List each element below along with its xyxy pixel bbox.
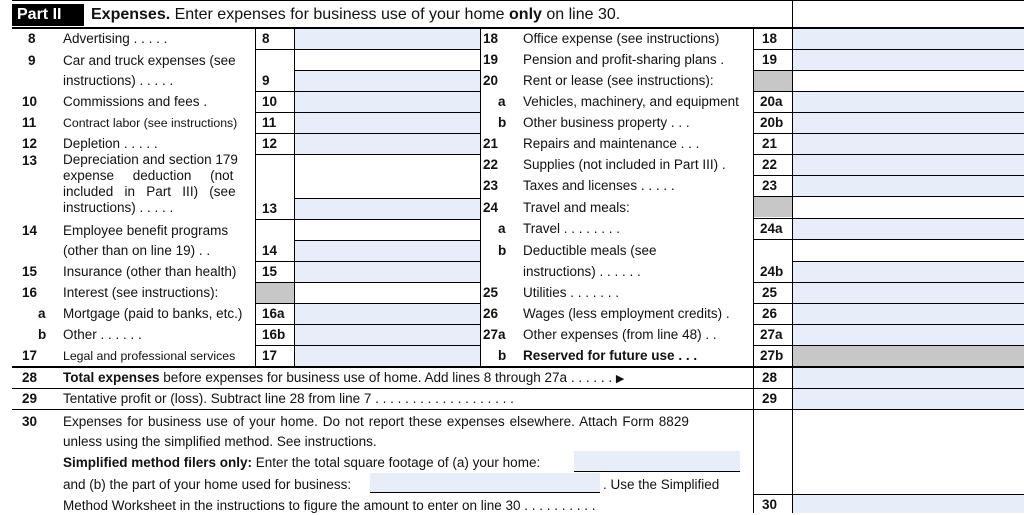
rule-l11 [256, 133, 480, 134]
rule-r20a [754, 112, 1024, 113]
field-16b[interactable] [295, 325, 480, 345]
box-8: 8 [262, 31, 270, 46]
line-label-21 [523, 135, 699, 153]
line-num-29: 29 [22, 391, 38, 406]
dots-13: . . . . . [139, 200, 174, 215]
line-label-19 [523, 51, 724, 69]
line-num-11: 11 [22, 115, 37, 130]
box-26: 26 [762, 306, 778, 321]
field-24b[interactable] [793, 262, 1024, 282]
label-13-2: expense deduction (not [63, 168, 234, 183]
line-num-26: 26 [483, 306, 499, 321]
label-12: Depletion [63, 136, 121, 151]
label-24: Travel and meals: [523, 200, 630, 215]
line-label-26 [523, 305, 730, 323]
label-30-line5: Method Worksheet in the instructions to figure the amount to enter on line 30 [63, 498, 521, 513]
rule-l14 [256, 261, 480, 262]
label-30-line1: Expenses for business use of your home. Do not report these expenses elsewhere. Attach Form 8829 [63, 414, 689, 429]
part-title-post: on line 30. [541, 6, 621, 23]
rule-r24a [754, 239, 1024, 240]
underline-business-sqft [370, 492, 600, 493]
box-23: 23 [762, 178, 778, 193]
box-27b: 27b [760, 348, 784, 363]
field-8[interactable] [295, 29, 480, 49]
label-15: Insurance (other than health) [63, 264, 237, 279]
label-28: before expenses for business use of home. Add lines 8 through 27a [159, 370, 568, 385]
label-9-1: Car and truck expenses (see [63, 53, 236, 68]
dots-8: . . . . . [133, 31, 168, 46]
rule-r24 [754, 218, 1024, 219]
label-20b: Other business property [523, 115, 668, 130]
label-14-2: (other than on line 19) [63, 243, 196, 258]
rule-r20b [754, 133, 1024, 134]
line-num-30: 30 [22, 414, 38, 429]
field-22[interactable] [793, 155, 1024, 175]
label-20a: Vehicles, machinery, and equipment [523, 94, 739, 109]
shaded-16 [256, 283, 294, 303]
rule-r24b [754, 282, 1024, 283]
label-8: Advertising [63, 31, 130, 46]
box-30: 30 [762, 497, 778, 512]
field-23[interactable] [793, 176, 1024, 196]
box-28: 28 [762, 370, 778, 385]
rule-r24b-a [793, 261, 1024, 262]
field-17[interactable] [295, 346, 480, 366]
line-num-16: 16 [22, 285, 38, 300]
box-11: 11 [262, 115, 277, 130]
box-16b: 16b [262, 327, 286, 342]
line-num-27b: b [498, 348, 507, 363]
line-label-30-3 [63, 454, 540, 472]
label-28-bold: Total expenses [63, 370, 160, 385]
label-29: Tentative profit or (loss). Subtract line 28 from line 7 [63, 391, 372, 406]
label-25: Utilities [523, 285, 567, 300]
part-title-pre: Enter expenses for business use of your home [170, 6, 510, 23]
box-15: 15 [262, 264, 278, 279]
field-16a[interactable] [295, 304, 480, 324]
rule-l12 [256, 154, 480, 155]
field-28[interactable] [793, 368, 1024, 388]
part-title [91, 4, 620, 26]
line-label-9-2 [63, 72, 173, 90]
label-26: Wages (less employment credits) [523, 306, 723, 321]
rule-l14a [295, 240, 480, 241]
field-19[interactable] [793, 50, 1024, 70]
part-badge: Part II [12, 4, 84, 26]
line-num-23: 23 [483, 178, 499, 193]
label-14-1: Employee benefit programs [63, 223, 229, 238]
rule-r20 [754, 91, 1024, 92]
box-12: 12 [262, 136, 278, 151]
line-num-15: 15 [22, 264, 38, 279]
line-num-18: 18 [483, 31, 499, 46]
label-13-1: Depreciation and section 179 [63, 152, 238, 167]
label-30-line4a: and (b) the part of your home used for business: [63, 477, 352, 492]
center-divider [480, 29, 481, 367]
dots-24b: . . . . . . [599, 264, 641, 279]
dots-21: . . . [680, 136, 700, 151]
line-num-8: 8 [28, 31, 36, 46]
dots-24a: . . . . . . . . [563, 221, 621, 236]
line-label-22 [523, 156, 726, 174]
dots-9: . . . . . [139, 73, 174, 88]
field-10[interactable] [295, 92, 480, 112]
label-10: Commissions and fees [63, 94, 200, 109]
label-22: Supplies (not included in Part III) [523, 157, 719, 172]
box-18: 18 [762, 31, 778, 46]
dots-19: . [720, 52, 725, 67]
box-10: 10 [262, 94, 278, 109]
label-30-line2: unless using the simplified method. See instructions. [63, 434, 377, 449]
box-21: 21 [762, 136, 778, 151]
line-num-9: 9 [28, 53, 36, 68]
rule-l10 [256, 112, 480, 113]
rule-l13a [295, 198, 480, 199]
rule-l16b [256, 345, 480, 346]
rule-r22 [754, 175, 1024, 176]
field-15[interactable] [295, 262, 480, 282]
box-25: 25 [762, 285, 778, 300]
label-20: Rent or lease (see instructions): [523, 73, 714, 88]
shaded-20 [754, 71, 792, 91]
rule-l9 [256, 91, 480, 92]
field-18[interactable] [793, 29, 1024, 49]
label-30-line4b: . Use the Simplified [603, 477, 720, 492]
box-24a: 24a [760, 221, 783, 236]
field-20b[interactable] [793, 113, 1024, 133]
dots-20b: . . . [670, 115, 690, 130]
rule-r18 [754, 49, 1024, 50]
line-label-27a [523, 326, 717, 344]
box-29: 29 [762, 391, 778, 406]
dots-22: . [721, 157, 726, 172]
label-18: Office expense (see instructions) [523, 31, 720, 46]
line-label-29 [63, 390, 514, 408]
dots-14: . . [198, 243, 211, 258]
rule-r19 [754, 70, 1024, 71]
field-30-home-sqft[interactable] [574, 451, 740, 471]
dots-12: . . . . . [123, 136, 158, 151]
underline-home-sqft [574, 471, 740, 472]
box-14: 14 [262, 243, 278, 258]
field-25[interactable] [793, 283, 1024, 303]
rule-l8 [256, 49, 480, 50]
line-num-24b: b [498, 243, 507, 258]
right-field-divider [792, 0, 793, 513]
line-num-16b: b [38, 327, 47, 342]
part-title-bold: Expenses. [91, 6, 171, 23]
rule-section-28 [12, 366, 1024, 368]
label-24b-2: instructions) [523, 264, 596, 279]
part-title-only: only [509, 6, 542, 23]
rule-r26 [754, 324, 1024, 325]
dots-27a: . . [705, 327, 717, 342]
dots-30: . . . . . . . . . . [524, 498, 596, 513]
rule-section-30 [12, 409, 1024, 410]
dots-28: . . . . . . [570, 370, 613, 385]
box-20a: 20a [760, 94, 783, 109]
dots-16b: . . . . . . [100, 327, 142, 342]
dots-25: . . . . . . . [570, 285, 620, 300]
line-num-28: 28 [22, 370, 38, 385]
rule-r21 [754, 154, 1024, 155]
line-label-23 [523, 177, 675, 195]
shaded-24 [754, 197, 792, 217]
label-19: Pension and profit-sharing plans [523, 52, 717, 67]
label-23: Taxes and licenses [523, 178, 638, 193]
label-13-4: instructions) [63, 200, 136, 215]
line-label-16b [63, 326, 142, 344]
line-num-13: 13 [22, 153, 38, 168]
field-20a[interactable] [793, 92, 1024, 112]
rule-l15 [256, 282, 480, 283]
line-label-10 [63, 93, 207, 111]
box-16a: 16a [262, 306, 285, 321]
rule-l9a [295, 70, 480, 71]
line-label-20b [523, 114, 690, 132]
line-label-13-4 [63, 200, 173, 216]
label-24a: Travel [523, 221, 561, 236]
label-16: Interest (see instructions): [63, 285, 219, 300]
dots-29: . . . . . . . . . . . . . . . . . . . [375, 391, 514, 406]
rule-r27a [754, 345, 1024, 346]
line-label-12 [63, 135, 158, 153]
field-14[interactable] [295, 241, 480, 261]
line-num-24: 24 [483, 200, 499, 215]
dots-23: . . . . . [640, 178, 675, 193]
label-13-3: included in Part III) (see [63, 184, 236, 199]
label-24b-1: Deductible meals (see [523, 243, 657, 258]
field-29[interactable] [793, 389, 1024, 409]
field-26[interactable] [793, 304, 1024, 324]
field-9[interactable] [295, 71, 480, 91]
box-17: 17 [262, 348, 278, 363]
line-num-20: 20 [483, 73, 499, 88]
field-13[interactable] [295, 199, 480, 219]
arrow-icon: ▶ [615, 372, 625, 385]
line-label-30-5 [63, 497, 596, 515]
box-13: 13 [262, 201, 278, 216]
shaded-27b [793, 346, 1024, 366]
box-22: 22 [762, 157, 778, 172]
line-num-25: 25 [483, 285, 499, 300]
line-num-22: 22 [483, 157, 499, 172]
line-label-25 [523, 284, 619, 302]
line-label-14-2 [63, 242, 210, 260]
dots-27b: . . . [678, 348, 698, 363]
top-rule [12, 0, 1024, 1]
label-16a: Mortgage (paid to banks, etc.) [63, 306, 243, 321]
rule-l16a [256, 324, 480, 325]
line-num-20a: a [498, 94, 506, 109]
field-27a[interactable] [793, 325, 1024, 345]
label-9-2: instructions) [63, 73, 136, 88]
label-16b: Other [63, 327, 97, 342]
line-num-27a: 27a [483, 327, 506, 342]
label-11: Contract labor (see instructions) [63, 116, 238, 130]
rule-r25 [754, 303, 1024, 304]
label-21: Repairs and maintenance [523, 136, 677, 151]
dots-26: . [725, 306, 730, 321]
line-label-8 [63, 30, 167, 48]
field-24a[interactable] [793, 219, 1024, 239]
field-30-business-sqft[interactable] [370, 473, 600, 493]
label-17: Legal and professional services [63, 349, 236, 363]
rule-section-29 [12, 388, 1024, 389]
dots-10: . [203, 94, 208, 109]
rule-l16 [256, 303, 480, 304]
box-9: 9 [262, 73, 270, 88]
label-30-simplified: Simplified method filers only: [63, 455, 253, 470]
field-12[interactable] [295, 134, 480, 154]
line-label-27b [523, 347, 697, 365]
line-num-10: 10 [22, 94, 38, 109]
line-num-16a: a [38, 306, 46, 321]
line-num-21: 21 [483, 136, 499, 151]
field-21[interactable] [793, 134, 1024, 154]
box-20b: 20b [760, 115, 784, 130]
rule-r23 [754, 196, 1024, 197]
box-19: 19 [762, 52, 778, 67]
field-11[interactable] [295, 113, 480, 133]
line-label-24b-2 [523, 263, 641, 281]
field-30[interactable] [793, 495, 1024, 513]
rule-box-30 [754, 494, 1024, 495]
box-24b: 24b [760, 264, 784, 279]
line-num-24a: a [498, 221, 506, 236]
label-30-line3: Enter the total square footage of (a) your home: [252, 455, 541, 470]
line-label-24a [523, 220, 620, 238]
line-num-20b: b [498, 115, 507, 130]
label-27b: Reserved for future use [523, 348, 675, 363]
line-label-28 [63, 369, 624, 388]
label-27a: Other expenses (from line 48) [523, 327, 702, 342]
line-num-14: 14 [22, 223, 38, 238]
box-27a: 27a [760, 327, 783, 342]
line-num-19: 19 [483, 52, 499, 67]
line-num-12: 12 [22, 136, 38, 151]
line-num-17: 17 [22, 348, 38, 363]
rule-l13 [256, 219, 480, 220]
